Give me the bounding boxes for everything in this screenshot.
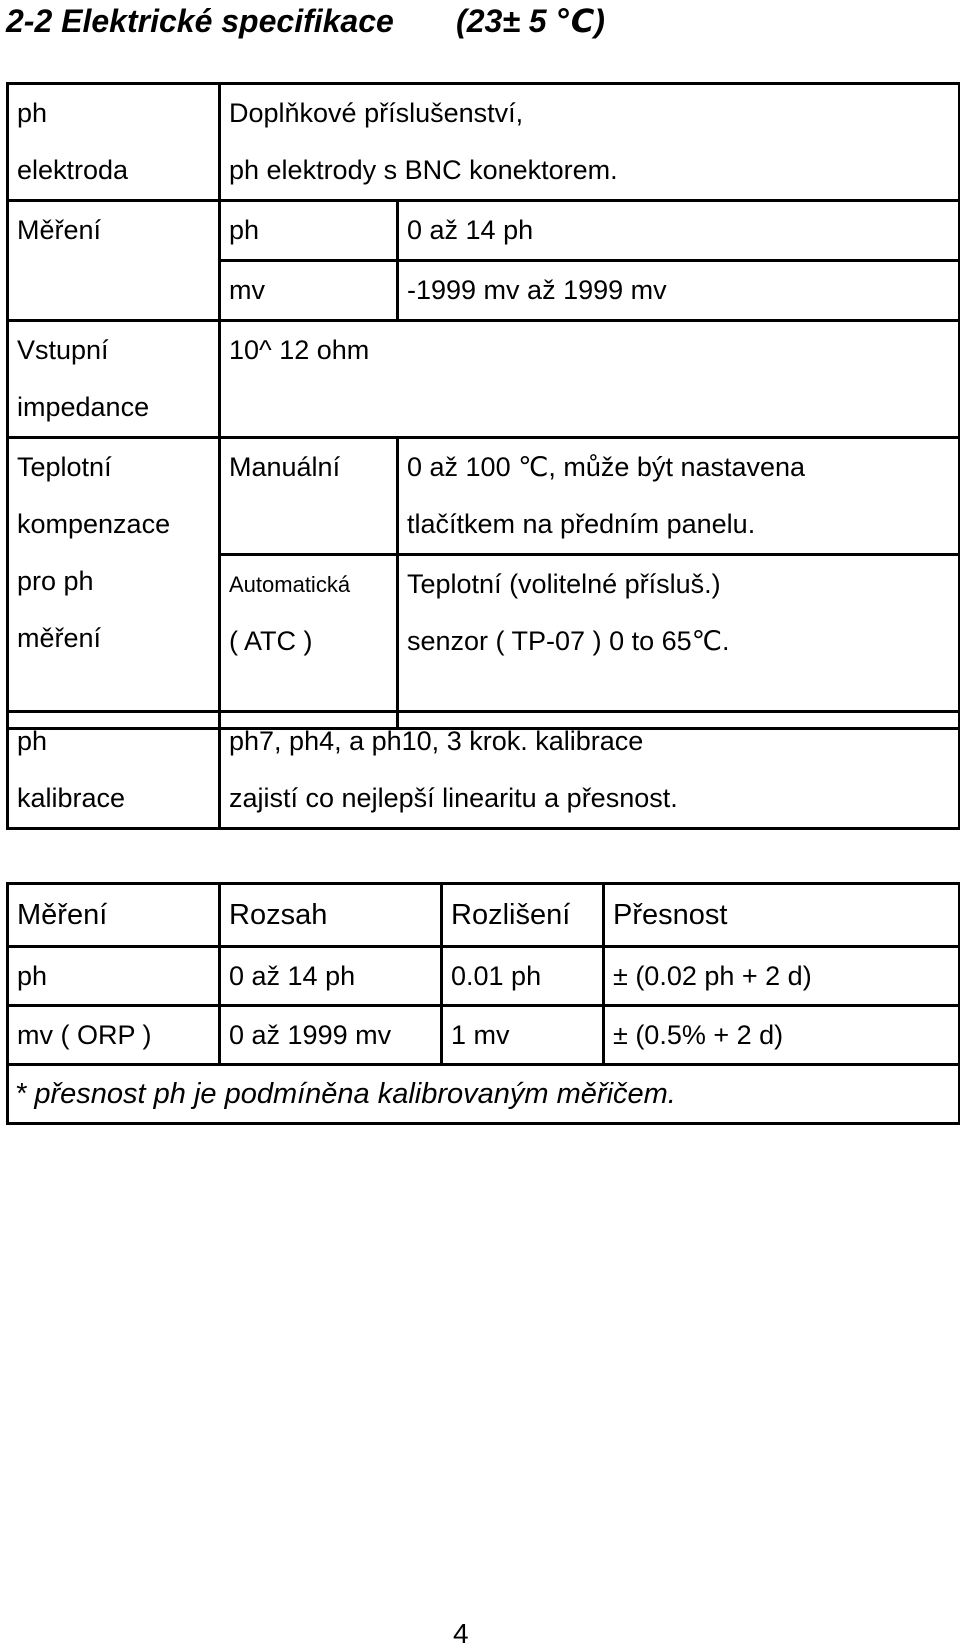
electrode-value: Doplňkové příslušenství, ph elektrody s BNC konektorem. xyxy=(220,84,960,201)
column-header: Rozsah xyxy=(220,884,442,947)
spec-table xyxy=(6,82,960,730)
accuracy-header-row xyxy=(8,884,960,947)
temp-comp-auto-mode: Automatická ( ATC ) xyxy=(220,555,398,729)
measurement-unit: ph xyxy=(220,201,398,261)
calibration-value: ph7, ph4, a ph10, 3 krok. kalibrace zajistí co nejlepší linearitu a přesnost. xyxy=(220,712,960,829)
impedance-label: Vstupní impedance xyxy=(8,321,220,438)
electrode-label: ph elektroda xyxy=(8,84,220,201)
column-header: Přesnost xyxy=(604,884,960,947)
table-cell: ph xyxy=(8,947,220,1006)
temp-comp-manual-mode: Manuální xyxy=(220,438,398,555)
temp-comp-manual-desc: 0 až 100 ℃, může být nastavena tlačítkem na předním panelu. xyxy=(398,438,960,555)
measurement-row-ph xyxy=(8,201,960,261)
table-cell: 1 mv xyxy=(442,1006,604,1065)
measurement-range: -1999 mv až 1999 mv xyxy=(398,261,960,321)
table-cell: 0 až 1999 mv xyxy=(220,1006,442,1065)
column-header: Rozlišení xyxy=(442,884,604,947)
table-cell: ± (0.02 ph + 2 d) xyxy=(604,947,960,1006)
table-cell: 0 až 14 ph xyxy=(220,947,442,1006)
temp-comp-auto-desc: Teplotní (volitelné přísluš.) senzor ( TP-07 ) 0 to 65℃. xyxy=(398,555,960,729)
page-number: 4 xyxy=(453,1618,469,1649)
section-title: 2-2 Elektrické specifikace (23± 5 ℃) xyxy=(6,3,605,39)
table-cell: 0.01 ph xyxy=(442,947,604,1006)
table-row xyxy=(8,1006,960,1065)
accuracy-table xyxy=(6,882,960,1125)
footnote: * přesnost ph je podmíněna kalibrovaným měřičem. xyxy=(8,1065,960,1124)
calibration-label: ph kalibrace xyxy=(8,712,220,829)
temp-comp-label: Teplotní kompenzace pro ph měření xyxy=(8,438,220,729)
measurement-unit: mv xyxy=(220,261,398,321)
temp-comp-manual-row xyxy=(8,438,960,555)
table-row xyxy=(8,947,960,1006)
table-cell: ± (0.5% + 2 d) xyxy=(604,1006,960,1065)
impedance-row xyxy=(8,321,960,438)
electrode-row xyxy=(8,84,960,201)
calibration-row xyxy=(8,712,960,829)
measurement-range: 0 až 14 ph xyxy=(398,201,960,261)
calibration-table xyxy=(6,710,960,830)
footnote-row xyxy=(8,1065,960,1124)
impedance-value: 10^ 12 ohm xyxy=(220,321,960,438)
column-header: Měření xyxy=(8,884,220,947)
measurement-label: Měření xyxy=(8,201,220,321)
table-cell: mv ( ORP ) xyxy=(8,1006,220,1065)
